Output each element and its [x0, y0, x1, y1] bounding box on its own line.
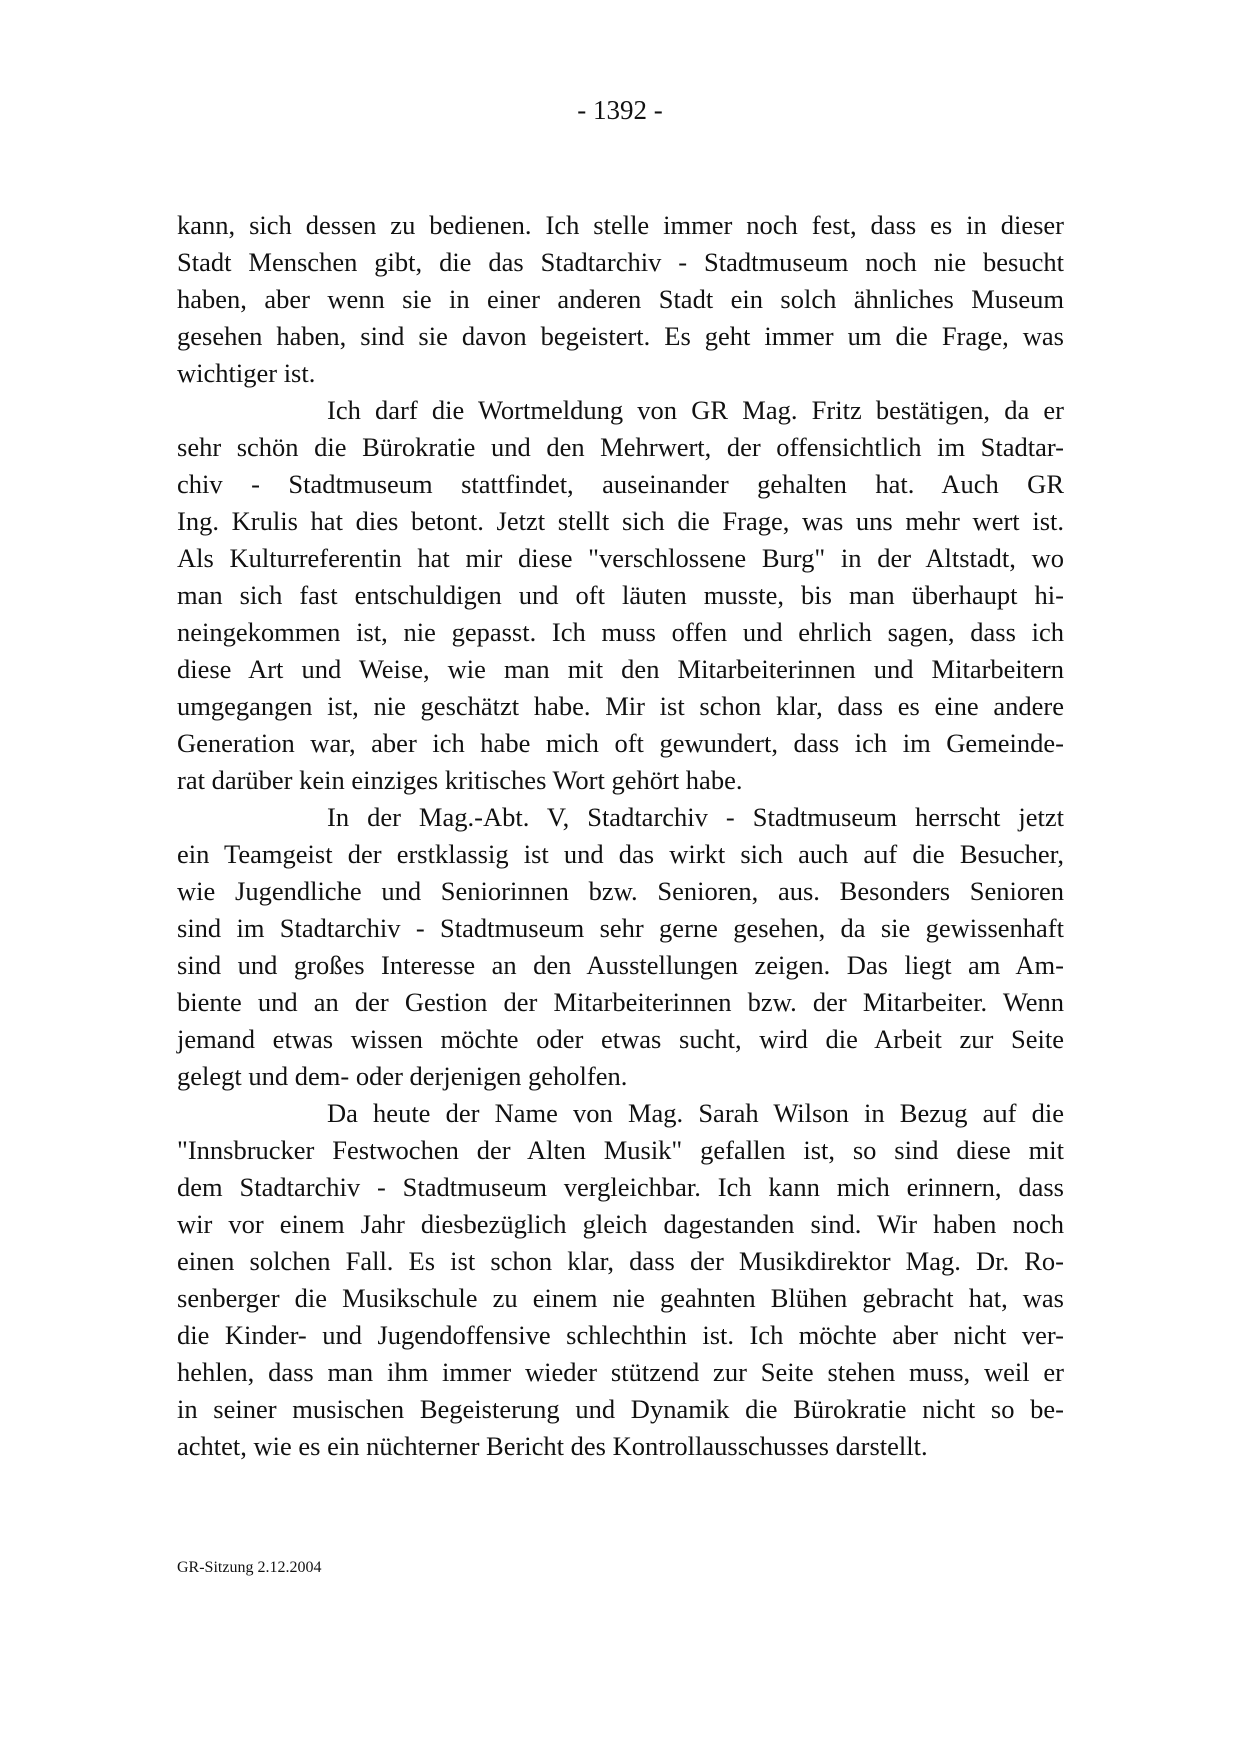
text-line: einen solchen Fall. Es ist schon klar, dass der Musikdirektor Mag. Dr. Ro-	[177, 1246, 1064, 1276]
text-line: Ich darf die Wortmeldung von GR Mag. Fritz bestätigen, da er	[327, 395, 1064, 425]
text-line: sehr schön die Bürokratie und den Mehrwert, der offensichtlich im Stadtar-	[177, 432, 1064, 462]
text-line: diese Art und Weise, wie man mit den Mitarbeiterinnen und Mitarbeitern	[177, 654, 1064, 684]
text-line: Als Kulturreferentin hat mir diese "verschlossene Burg" in der Altstadt, wo	[177, 543, 1064, 573]
paragraph-1	[177, 207, 1064, 392]
paragraph-2	[177, 392, 1064, 799]
text-line: die Kinder- und Jugendoffensive schlechthin ist. Ich möchte aber nicht ver-	[177, 1320, 1064, 1350]
text-line: biente und an der Gestion der Mitarbeiterinnen bzw. der Mitarbeiter. Wenn	[177, 987, 1064, 1017]
text-line: gesehen haben, sind sie davon begeistert. Es geht immer um die Frage, was	[177, 321, 1064, 351]
text-line: sind im Stadtarchiv - Stadtmuseum sehr gerne gesehen, da sie gewissenhaft	[177, 913, 1064, 943]
text-line: sind und großes Interesse an den Ausstellungen zeigen. Das liegt am Am-	[177, 950, 1064, 980]
text-line: hehlen, dass man ihm immer wieder stützend zur Seite stehen muss, weil er	[177, 1357, 1064, 1387]
text-line: "Innsbrucker Festwochen der Alten Musik" gefallen ist, so sind diese mit	[177, 1135, 1064, 1165]
text-line: Generation war, aber ich habe mich oft gewundert, dass ich im Gemeinde-	[177, 728, 1064, 758]
text-line: Da heute der Name von Mag. Sarah Wilson in Bezug auf die	[327, 1098, 1064, 1128]
paragraph-3	[177, 799, 1064, 1095]
text-line: Ing. Krulis hat dies betont. Jetzt stellt sich die Frage, was uns mehr wert ist.	[177, 506, 1064, 536]
text-line: kann, sich dessen zu bedienen. Ich stelle immer noch fest, dass es in dieser	[177, 210, 1064, 240]
text-line: In der Mag.-Abt. V, Stadtarchiv - Stadtmuseum herrscht jetzt	[327, 802, 1064, 832]
paragraph-4	[177, 1095, 1064, 1465]
text-line: umgegangen ist, nie geschätzt habe. Mir ist schon klar, dass es eine andere	[177, 691, 1064, 721]
text-line: wie Jugendliche und Seniorinnen bzw. Senioren, aus. Besonders Senioren	[177, 876, 1064, 906]
text-line: wir vor einem Jahr diesbezüglich gleich dagestanden sind. Wir haben noch	[177, 1209, 1064, 1239]
body-text	[177, 207, 1064, 1465]
text-line: chiv - Stadtmuseum stattfindet, auseinander gehalten hat. Auch GR	[177, 469, 1064, 499]
text-line: Stadt Menschen gibt, die das Stadtarchiv - Stadtmuseum noch nie besucht	[177, 247, 1064, 277]
text-line: haben, aber wenn sie in einer anderen Stadt ein solch ähnliches Museum	[177, 284, 1064, 314]
text-line: man sich fast entschuldigen und oft läuten musste, bis man überhaupt hi-	[177, 580, 1064, 610]
text-line: ein Teamgeist der erstklassig ist und das wirkt sich auch auf die Besucher,	[177, 839, 1064, 869]
text-line: dem Stadtarchiv - Stadtmuseum vergleichbar. Ich kann mich erinnern, dass	[177, 1172, 1064, 1202]
text-line: rat darüber kein einziges kritisches Wort gehört habe.	[177, 765, 743, 795]
page-footer: GR-Sitzung 2.12.2004	[177, 1559, 322, 1576]
text-line: senberger die Musikschule zu einem nie geahnten Blühen gebracht hat, was	[177, 1283, 1064, 1313]
text-line: wichtiger ist.	[177, 358, 316, 388]
text-line: achtet, wie es ein nüchterner Bericht des Kontrollausschusses darstellt.	[177, 1431, 928, 1461]
page-number: - 1392 -	[577, 95, 663, 125]
text-line: gelegt und dem- oder derjenigen geholfen.	[177, 1061, 628, 1091]
text-line: jemand etwas wissen möchte oder etwas sucht, wird die Arbeit zur Seite	[177, 1024, 1064, 1054]
text-line: neingekommen ist, nie gepasst. Ich muss offen und ehrlich sagen, dass ich	[177, 617, 1064, 647]
text-line: in seiner musischen Begeisterung und Dynamik die Bürokratie nicht so be-	[177, 1394, 1064, 1424]
